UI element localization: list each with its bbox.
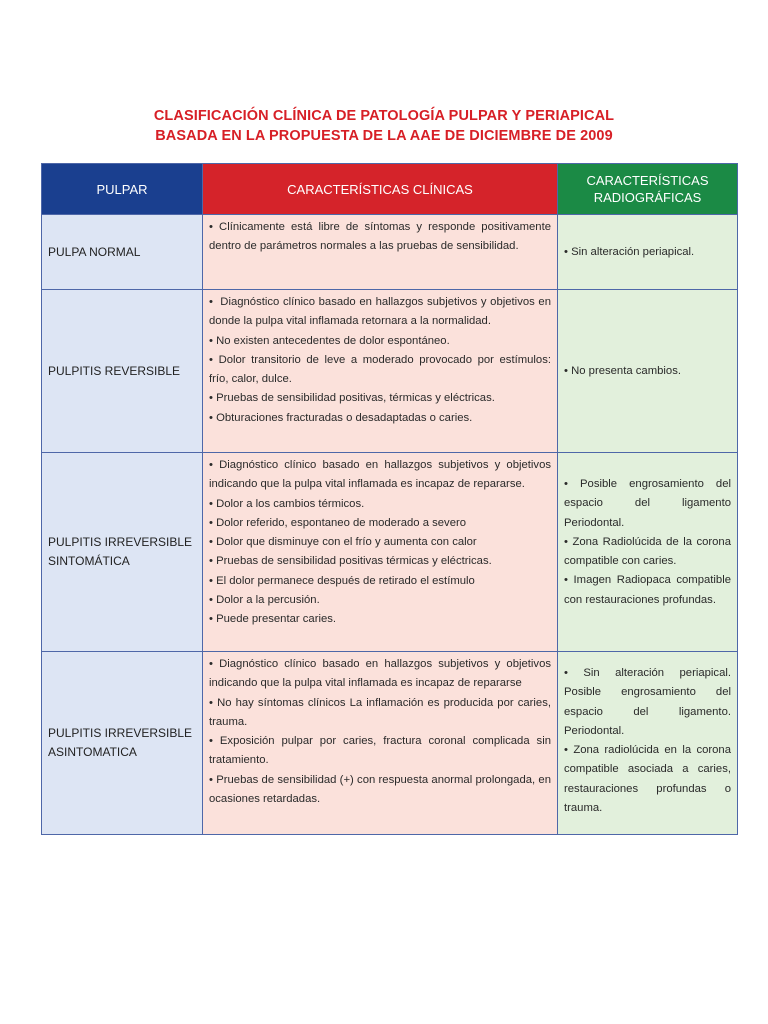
list-item-text: Zona Radiolúcida de la corona compatible con caries. xyxy=(564,535,731,568)
list-item xyxy=(209,591,551,610)
list-item xyxy=(209,610,551,629)
list-item xyxy=(209,456,551,495)
list-item-text: Sin alteración periapical. xyxy=(571,245,695,258)
list-item xyxy=(564,362,731,381)
list-item-text: Imagen Radiopaca compatible con restauraciones profundas. xyxy=(564,574,731,606)
bullet-icon xyxy=(209,658,219,670)
list-item xyxy=(209,694,551,733)
list-item xyxy=(564,533,731,572)
list-item xyxy=(564,475,731,533)
radiographic-cell xyxy=(558,652,738,835)
list-item-text: Clínicamente está libre de síntomas y responde positivamente dentro de parámetros normales a las pruebas de sensibilidad. xyxy=(209,221,551,253)
bullet-icon xyxy=(564,667,583,679)
list-item-text: Diagnóstico clínico basado en hallazgos subjetivos y objetivos indicando que la pulpa vital inflamada es incapaz de repararse. xyxy=(209,459,551,491)
list-item xyxy=(564,571,731,610)
list-item xyxy=(209,409,551,428)
radiographic-list xyxy=(558,240,737,264)
pulpar-name-line-2: ASINTOMATICA xyxy=(48,745,137,759)
title-line-2: BASADA EN LA PROPUESTA DE LA AAE DE DICIEMBRE DE 2009 xyxy=(155,128,613,144)
list-item xyxy=(209,514,551,533)
radiographic-list xyxy=(558,652,737,820)
table-row xyxy=(42,215,738,290)
list-item-text: Dolor transitorio de leve a moderado provocado por estímulos: frío, calor, dulce. xyxy=(209,353,551,386)
clinical-list xyxy=(203,290,557,430)
clinical-list xyxy=(203,453,557,632)
list-item xyxy=(209,552,551,571)
bullet-icon xyxy=(209,697,217,709)
list-item xyxy=(209,351,551,390)
pulpar-name xyxy=(42,533,202,571)
list-item xyxy=(564,243,731,262)
classification-table xyxy=(41,163,738,835)
bullet-icon xyxy=(209,354,219,366)
list-item-text: Diagnóstico clínico basado en hallazgos subjetivos y objetivos en donde la pulpa vital inflamada retornara a la normalidad. xyxy=(209,296,551,328)
bullet-icon xyxy=(209,221,219,233)
list-item xyxy=(209,572,551,591)
pulpar-cell xyxy=(42,215,203,290)
pulpar-name xyxy=(42,243,202,262)
list-item xyxy=(564,741,731,818)
list-item-text: Puede presentar caries. xyxy=(216,613,337,626)
list-item-text: Pruebas de sensibilidad positivas térmicas y eléctricas. xyxy=(216,555,492,568)
list-item-text: Pruebas de sensibilidad (+) con respuesta anormal prolongada, en ocasiones retardadas. xyxy=(209,773,551,806)
pulpar-name-line-1: PULPITIS REVERSIBLE xyxy=(48,363,181,378)
radiographic-list xyxy=(558,359,737,383)
clinical-cell xyxy=(203,652,558,835)
list-item-text: Posible engrosamiento del espacio del ligamento Periodontal. xyxy=(564,478,731,529)
title-line-1: CLASIFICACIÓN CLÍNICA DE PATOLOGÍA PULPAR Y PERIAPICAL xyxy=(153,108,615,124)
header-caracteristicas-radiograficas xyxy=(558,164,738,215)
header-pulpar: PULPAR xyxy=(42,164,203,215)
clinical-list xyxy=(203,215,557,259)
list-item xyxy=(209,533,551,552)
list-item xyxy=(209,771,551,810)
list-item-text: Zona radiolúcida en la corona compatible asociada a caries, restauraciones profundas o trauma. xyxy=(564,744,732,815)
clinical-cell xyxy=(203,215,558,290)
bullet-icon xyxy=(564,478,580,490)
clinical-cell xyxy=(203,290,558,453)
header-caracteristicas-clinicas: CARACTERÍSTICAS CLÍNICAS xyxy=(203,164,558,215)
list-item-text: Pruebas de sensibilidad positivas, térmicas y eléctricas. xyxy=(216,392,495,405)
list-item-text: Dolor a los cambios térmicos. xyxy=(216,497,365,510)
list-item-text: No existen antecedentes de dolor espontáneo. xyxy=(216,334,450,347)
bullet-icon xyxy=(209,296,217,308)
radiographic-cell xyxy=(558,453,738,652)
list-item-text: No presenta cambios. xyxy=(571,364,681,377)
list-item-text: Exposición pulpar por caries, fractura coronal complicada sin tratamiento. xyxy=(209,735,551,767)
list-item xyxy=(209,218,551,257)
table-row xyxy=(42,652,738,835)
pulpar-cell xyxy=(42,453,203,652)
document-title xyxy=(0,106,768,146)
list-item-text: Sin alteración periapical. Posible engrosamiento del espacio del ligamento. Periodontal. xyxy=(564,667,731,737)
radiographic-cell xyxy=(558,215,738,290)
clinical-list xyxy=(203,652,557,811)
list-item xyxy=(209,293,551,332)
list-item-text: Obturaciones fracturadas o desadaptadas o caries. xyxy=(216,411,473,424)
pulpar-cell xyxy=(42,290,203,453)
table-header-row xyxy=(42,164,738,215)
radiographic-cell xyxy=(558,290,738,453)
header-radio-line-1: CARACTERÍSTICAS xyxy=(586,173,709,188)
list-item xyxy=(209,495,551,514)
bullet-icon xyxy=(564,744,573,756)
list-item xyxy=(209,332,551,351)
list-item-text: No hay síntomas clínicos La inflamación es producida por caries, trauma. xyxy=(209,696,551,728)
pulpar-name xyxy=(42,362,202,381)
list-item-text: Dolor referido, espontaneo de moderado a severo xyxy=(216,516,467,529)
table-row xyxy=(42,453,738,652)
bullet-icon xyxy=(209,735,220,747)
pulpar-name-line-1: PULPA NORMAL xyxy=(48,244,141,259)
pulpar-name-line-2: SINTOMÁTICA xyxy=(48,554,130,568)
list-item xyxy=(564,664,731,741)
pulpar-name-line-1: PULPITIS IRREVERSIBLE xyxy=(48,535,193,549)
bullet-icon xyxy=(209,459,219,471)
pulpar-name xyxy=(42,724,202,762)
table-row xyxy=(42,290,738,453)
list-item-text: El dolor permanece después de retirado el estímulo xyxy=(216,574,475,587)
list-item xyxy=(209,732,551,771)
header-radio-line-2: RADIOGRÁFICAS xyxy=(593,190,702,205)
radiographic-list xyxy=(558,453,737,612)
pulpar-cell xyxy=(42,652,203,835)
clinical-cell xyxy=(203,453,558,652)
list-item-text: Dolor a la percusión. xyxy=(216,594,320,607)
pulpar-name-line-1: PULPITIS IRREVERSIBLE xyxy=(48,726,193,740)
list-item-text: Diagnóstico clínico basado en hallazgos subjetivos y objetivos indicando que la pulpa vital inflamada es incapaz de repararse xyxy=(209,658,551,690)
bullet-icon xyxy=(564,574,574,586)
list-item xyxy=(209,655,551,694)
list-item xyxy=(209,389,551,408)
list-item-text: Dolor que disminuye con el frío y aumenta con calor xyxy=(216,536,477,549)
